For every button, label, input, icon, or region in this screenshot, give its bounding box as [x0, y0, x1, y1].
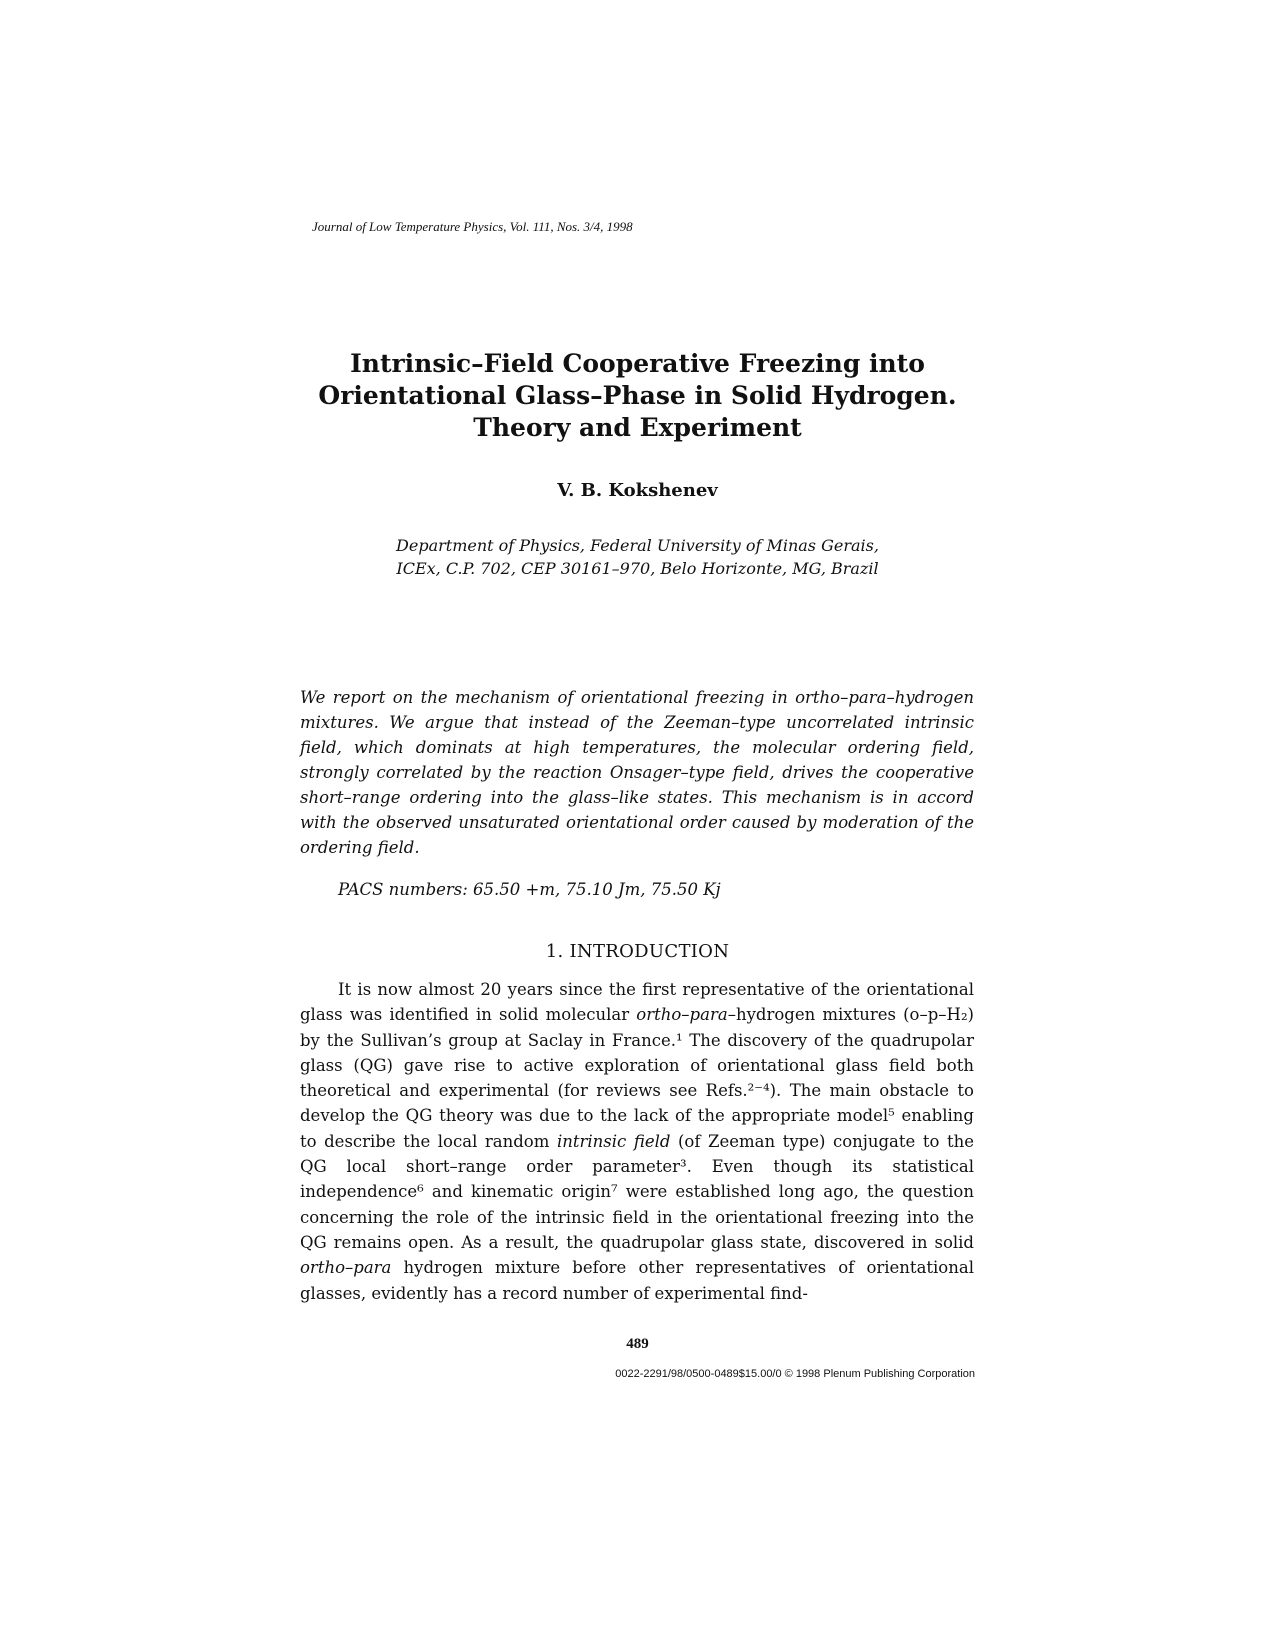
pacs-numbers: PACS numbers: 65.50 +m, 75.10 Jm, 75.50 Kj [338, 880, 721, 899]
journal-citation: Journal of Low Temperature Physics, Vol. 111, Nos. 3/4, 1998 [312, 219, 633, 234]
text-run: hydrogen mixture before other representatives of orientational glasses, evidently has a record number of experimental find- [300, 1258, 974, 1303]
page-number: 489 [626, 1336, 649, 1352]
text-run: It is now almost 20 years since the first representative of the orientational glass was identified in solid molecular [300, 980, 974, 1025]
paper-title [300, 348, 975, 444]
title-line: Orientational Glass–Phase in Solid Hydrogen. [318, 381, 957, 410]
title-line: Theory and Experiment [473, 413, 802, 442]
text-run: –hydrogen mixtures (o–p–H₂) by the Sullivan’s group at Saclay in France.¹ The discovery of the quadrupolar glass (QG) gave rise to active exploration of orientational glass field both theoretical and experimental (for reviews see Refs.²⁻⁴). The main obstacle to develop the QG theory was due to the lack of the appropriate model⁵ enabling to describe the local random [300, 1005, 974, 1151]
text-run: (of Zeeman type) conjugate to the QG local short–range order parameter³. Even though its statistical independence⁶ and kinematic origin⁷ were established long ago, the question concerning the role of the intrinsic field in the orientational freezing into the QG remains open. As a result, the quadrupolar glass state, discovered in solid [300, 1131, 974, 1252]
italic-term: ortho–para [636, 1005, 728, 1025]
abstract: We report on the mechanism of orientational freezing in ortho–para–hydrogen mixtures. We argue that instead of the Zeeman–type uncorrelated intrinsic field, which dominats at high temperatures, the molecular ordering field, strongly correlated by the reaction Onsager–type field, drives the cooperative short–range ordering into the glass–like states. This mechanism is in accord with the observed unsaturated orientational order caused by moderation of the ordering field. [300, 688, 974, 857]
affiliation-line: Department of Physics, Federal University of Minas Gerais, [396, 536, 879, 555]
italic-term: ortho–para [300, 1258, 392, 1278]
affiliation [300, 534, 975, 580]
copyright-line: 0022-2291/98/0500-0489$15.00/0 © 1998 Plenum Publishing Corporation [615, 1368, 975, 1380]
author-name: V. B. Kokshenev [557, 480, 718, 501]
introduction-body [300, 977, 974, 1306]
title-line: Intrinsic–Field Cooperative Freezing into [350, 349, 925, 378]
section-heading: 1. INTRODUCTION [545, 941, 730, 962]
affiliation-line: ICEx, C.P. 702, CEP 30161–970, Belo Horizonte, MG, Brazil [396, 559, 879, 578]
italic-term: intrinsic field [556, 1131, 671, 1151]
paragraph [300, 977, 974, 1306]
